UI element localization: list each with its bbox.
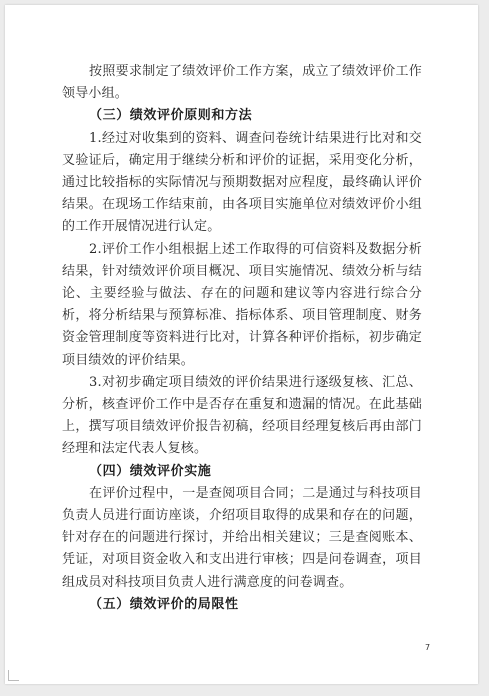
document-page	[5, 5, 478, 684]
paragraph-implementation: 在评价过程中，一是查阅项目合同；二是通过与科技项目负责人员进行面访座谈，介绍项目取得的成果和存在的问题，针对存在的问题进行探讨，并给出相关建议；三是查阅账本、凭证，对项目资金收入和支出进行审核；四是问卷调查，项目组成员对科技项目负责人进行满意度的问卷调查。	[62, 485, 422, 590]
paragraph-method-3: 3.对初步确定项目绩效的评价结果进行逐级复核、汇总、分析，核查评价工作中是否存在重复和遗漏的情况。在此基础上，撰写项目绩效评价报告初稿，经项目经理复核后再由部门经理和法定代表人复核。	[62, 374, 422, 457]
paragraph-continuation: 按照要求制定了绩效评价工作方案，成立了绩效评价工作领导小组。	[62, 64, 422, 102]
paragraph-method-2: 2.评价工作小组根据上述工作取得的可信资料及数据分析结果，针对绩效评价项目概况、项目实施情况、绩效分析与结论、主要经验与做法、存在的问题和建议等内容进行综合分析，将分析结果与预算标准、指标体系、项目管理制度、财务资金管理制度等资料进行比对，计算各种评价指标，初步确定项目绩效的评价结果。	[62, 241, 422, 368]
page-corner-mark	[8, 670, 19, 681]
paragraph-method-1: 1.经过对收集到的资料、调查问卷统计结果进行比对和交叉验证后，确定用于继续分析和评价的证据，采用变化分析，通过比较指标的实际情况与预期数据对应程度，最终确认评价结果。在现场工作结束前，由各项目实施单位对绩效评价小组的工作开展情况进行认定。	[62, 130, 422, 235]
section-heading-implementation: （四）绩效评价实施	[89, 463, 212, 479]
page-number: 7	[425, 643, 431, 652]
section-heading-limitations: （五）绩效评价的局限性	[89, 596, 239, 612]
page-content	[62, 61, 422, 616]
section-heading-principles-methods: （三）绩效评价原则和方法	[89, 108, 253, 124]
